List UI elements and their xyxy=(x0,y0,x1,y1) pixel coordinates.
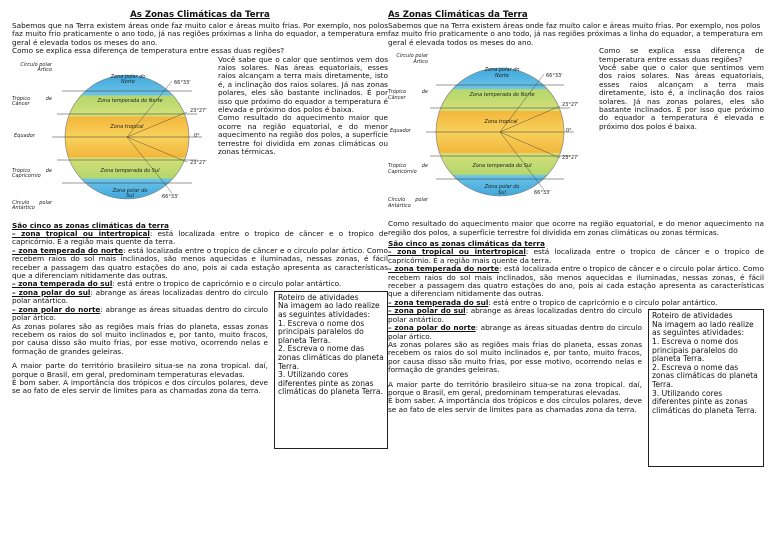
intro-paragraph: Sabemos que na Terra existem áreas onde faz muito calor e áreas muito frias. Por exemplo, nos polos faz muito frio praticamente o ano todo, já nas regiões próximas a linha do equador, a temperatura em geral é elevada todos os meses do ano. xyxy=(12,21,388,47)
degree-label: 66°33' xyxy=(534,190,551,197)
zone-item: – zona temperada do sul: está entre o tropico de capricórnio e o circulo polar antártico. xyxy=(12,279,342,289)
climate-zones-map xyxy=(12,57,212,217)
intro-question: Como se explica essa diferença de temperatura entre essas duas regiões? xyxy=(12,46,285,56)
page-title: As Zonas Climáticas da Terra xyxy=(388,10,528,20)
label-tropico-cancer: Trópico de Câncer xyxy=(388,89,428,101)
zone-item: – zona tropical ou intertropical: está localizada entre o tropico de câncer e o tropico de capricórnio. É a região mais quente da terra. xyxy=(388,247,764,265)
zone-item: – zona tropical ou intertropical: está localizada entre o tropico de câncer e o tropico de capricórnio. É a região mais quente da terra. xyxy=(12,229,388,247)
explain-paragraph: Você sabe que o calor que sentimos vem dos raios solares. Nas áreas equatoriais, esses raios alcançam a terra mais diretamente, isto é, a inclinação dos raios solares. Já nas zonas polares, eles são bastante inclinados. É por isso que próximo do equador a temperatura é elevada e próximo dos polos é baixa. xyxy=(599,63,764,131)
zone-polar-norte: Zona polar do Norte xyxy=(484,67,520,79)
zone-item: – zona polar do norte: abrange as áreas situadas dentro do circulo polar ártico. xyxy=(12,304,268,323)
intro-question: Como se explica essa diferença de temperatura entre essas duas regiões? xyxy=(599,46,764,64)
brasil-paragraph: A maior parte do território brasileiro situa-se na zona tropical. daí, porque o Brasil, em geral, predominam temperaturas elevadas. xyxy=(388,379,642,397)
explain-paragraph: Você sabe que o calor que sentimos vem dos raios solares. Nas áreas equatoriais, esses raios alcançam a terra mais diretamente, isto é, a inclinação dos raios solares. Já nas zonas polares, eles são bastante inclinados. É por isso que próximo do equador a temperatura é elevada e próximo dos polos é baixa. xyxy=(218,54,388,115)
label-tropico-cancer: Trópico de Câncer xyxy=(12,95,52,108)
label-equador: Equador xyxy=(390,128,411,135)
activities-box xyxy=(648,309,764,467)
zone-polar-sul: Zona polar do Sul xyxy=(484,184,520,196)
label-equador: Equador xyxy=(14,132,35,139)
zone-temperada-sul: Zona temperada do Sul xyxy=(100,167,160,174)
left-column xyxy=(12,10,388,449)
page-title: As Zonas Climáticas da Terra xyxy=(130,10,270,20)
zone-polar-sul: Zona polar do Sul xyxy=(112,187,148,200)
activity-item: 1. Escreva o nome dos principais paralelos do planeta Terra. xyxy=(652,337,739,364)
activity-item: 3. Utilizando cores diferentes pinte as zonas climáticas do planeta Terra. xyxy=(278,370,383,397)
explain-paragraph-2: Como resultado do aquecimento maior que ocorre na região equatorial, e do menor aquecimento na região dos polos, a superfície terrestre foi dividida em zonas climáticas ou zonas térmicas. xyxy=(218,113,388,157)
activities-title: Roteiro de atividades xyxy=(652,311,733,321)
zone-item: – zona temperada do norte: está localizada entre o tropico de câncer e o circulo polar ártico. Como recebem raios do sol mais inclinados, são menos aquecidas e iluminadas, nessas zonas, é fácil receber a passagem das quatro estações do ano, pois ai cada estação apresenta as características que a diferenciam nitidamente das outras. xyxy=(388,264,764,299)
zone-polar-norte: Zona polar do Norte xyxy=(110,73,146,86)
zone-item: – zona polar do norte: abrange as áreas situadas dentro do circulo polar ártico. xyxy=(388,323,642,341)
zones-heading: São cinco as zonas climáticas da terra xyxy=(12,220,169,230)
polar-paragraph: As zonas polares são as regiões mais frias do planeta, essas zonas recebem os raios do sol muito inclinados e, por tanto, muito fracos, por causa disso são muito frias, por esse motivo, ocorrendo nelas e formação de grandes geleiras. xyxy=(12,321,268,356)
zones-heading: São cinco as zonas climáticas da terra xyxy=(388,239,545,249)
activity-item: 2. Escreva o nome das zonas climáticas do planeta Terra. xyxy=(652,362,758,390)
degree-label: 23°27' xyxy=(562,102,579,109)
zone-temperada-norte: Zona temperada do Norte xyxy=(97,97,163,104)
polar-paragraph: As zonas polares são as regiões mais frias do planeta, essas zonas recebem os raios do sol muito inclinados e, por tanto, muito fracos, por causa disso são muito frias, por esse motivo, ocorrendo nelas e formação de grandes geleiras. xyxy=(388,339,642,375)
activities-intro: Na imagem ao lado realize as seguintes atividades: xyxy=(278,301,380,320)
zone-tropical: Zona tropical xyxy=(484,119,518,126)
degree-label: 66°33' xyxy=(546,73,563,80)
zone-tropical: Zona tropical xyxy=(110,123,144,130)
activities-title: Roteiro de atividades xyxy=(278,292,359,302)
label-tropico-capricornio: Trópico de Capricórnio xyxy=(12,167,52,180)
zone-item: – zona polar do sul: abrange as áreas localizadas dentro do circulo polar antártico. xyxy=(12,287,268,306)
label-circulo-polar-antartico: Círculo polar Antártico xyxy=(12,199,52,212)
zone-item: – zona polar do sul: abrange as áreas localizadas dentro do circulo polar antártico. xyxy=(388,306,642,324)
degree-label: 66°33' xyxy=(162,193,179,200)
label-circulo-polar-antartico: Círculo polar Antártico xyxy=(388,197,428,209)
activities-box xyxy=(274,291,388,449)
label-circulo-polar-artico: Círculo polar Ártico xyxy=(396,53,428,65)
activities-intro: Na imagem ao lado realize as seguintes atividades: xyxy=(652,319,754,338)
activity-item: 3. Utilizando cores diferentes pinte as zonas climáticas do planeta Terra. xyxy=(652,388,757,415)
bom-saber-paragraph: É bom saber. A importância dos trópicos e dos círculos polares, deve se ao fato de eles servir de limites para as chamadas zona da terra. xyxy=(12,377,268,396)
activity-item: 2. Escreva o nome das zonas climáticas do planeta Terra. xyxy=(278,344,384,371)
degree-label: 23°27' xyxy=(190,159,207,166)
degree-label: 66°33' xyxy=(174,79,191,86)
bom-saber-paragraph: É bom saber. A importância dos trópicos e dos círculos polares, deve se ao fato de eles servir de limites para as chamadas zona da terra. xyxy=(388,396,642,414)
climate-zones-map xyxy=(388,48,593,218)
zone-item: – zona temperada do norte: está localizada entre o tropico de câncer e o circulo polar ártico. Como recebem raios do sol mais inclinados, são menos aquecidas e iluminadas, nessas zonas, é fácil receber a passagem das quatro estações do ano, pois ai cada estação apresenta as características que a diferenciam nitidamente das outras. xyxy=(12,245,388,281)
label-tropico-capricornio: Trópico de Capricórnio xyxy=(388,163,428,175)
brasil-paragraph: A maior parte do território brasileiro situa-se na zona tropical. daí, porque o Brasil, em geral, predominam temperaturas elevadas. xyxy=(12,361,268,379)
degree-label: 0° xyxy=(194,132,200,139)
degree-label: 23°27' xyxy=(562,155,579,162)
activity-item: 1. Escreva o nome dos principais paralelos do planeta Terra. xyxy=(278,318,365,345)
zone-temperada-sul: Zona temperada do Sul xyxy=(472,163,532,170)
label-circulo-polar-artico: Círculo polar Ártico xyxy=(20,61,52,74)
degree-label: 23°27' xyxy=(190,107,207,114)
explain-paragraph-2: Como resultado do aquecimento maior que ocorre na região equatorial, e do menor aquecimento na região dos polos, a superfície terrestre foi dividida em zonas climáticas ou zonas térmicas. xyxy=(388,219,764,237)
zone-temperada-norte: Zona temperada do Norte xyxy=(469,92,535,99)
intro-paragraph: Sabemos que na Terra existem áreas onde faz muito calor e áreas muito frias. Por exemplo, nos polos faz muito frio praticamente o ano todo, já nas regiões próximas a linha do equador, a temperatura em geral é elevada todos os meses do ano. xyxy=(388,21,763,47)
zone-item: – zona temperada do sul: está entre o tropico de capricórnio e o circulo polar antártico. xyxy=(388,297,718,307)
degree-label: 0° xyxy=(566,128,572,135)
right-column xyxy=(388,10,764,467)
